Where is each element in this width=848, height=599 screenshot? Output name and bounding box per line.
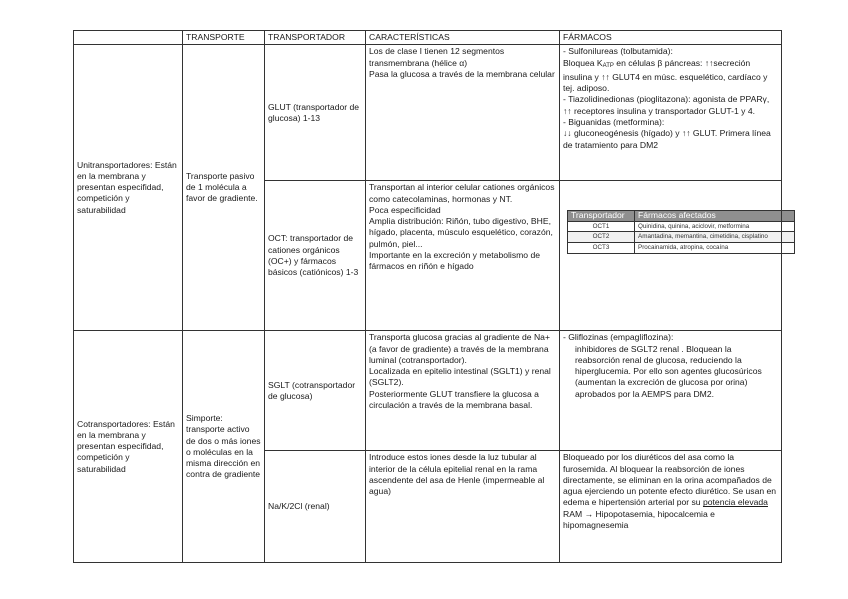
biguanidas-text: ↓↓ gluconeogénesis (hígado) y ↑↑ GLUT. Primera línea de tratamiento para DM2 (563, 128, 771, 150)
caracteristicas-nkcc: Introduce estos iones desde la luz tubular al interior de la célula epitelial renal en la rama ascendente del asa de Henle (impermeable al agua) (366, 451, 560, 563)
header-empty (74, 31, 183, 45)
category-unitransportadores: Unitransportadores: Están en la membrana y presentan especifidad, competición y saturabilidad (74, 45, 183, 331)
oct-table-cell: OCT3 (568, 243, 635, 254)
farmacos-sglt (560, 331, 782, 451)
farmacos-nkcc (560, 451, 782, 563)
oct-table-cell: Procainamida, atropina, cocaína (635, 243, 795, 254)
header-row (74, 31, 782, 45)
oct-table-cell: Amantadina, memantina, cimetidina, cisplatino (635, 232, 795, 243)
tiazolidinedionas-text: - Tiazolidinedionas (pioglitazona): agonista de PPARγ, ↑↑ receptores insulina y transportador GLUT-1 y 4. (563, 94, 770, 116)
biguanidas-title: - Biguanidas (metformina): (563, 117, 665, 128)
header-farmacos: FÁRMACOS (560, 31, 782, 45)
oct-table-cell: OCT1 (568, 221, 635, 232)
header-transporte: TRANSPORTE (183, 31, 265, 45)
oct-char-3: Amplia distribución: Riñón, tubo digestivo, BHE, hígado, placenta, músculo esquelético, corazón, pulmón, piel... (369, 216, 553, 249)
sulfonilureas-title: - Sulfonilureas (tolbutamida): (563, 46, 673, 57)
transporte-simporte: Simporte: transporte activo de dos o más iones o moléculas en la misma dirección en contra de gradiente (183, 331, 265, 563)
table-row (568, 243, 795, 254)
farmacos-oct (560, 181, 782, 331)
transportador-nkcc: Na/K/2Cl (renal) (265, 451, 366, 563)
caracteristicas-oct (366, 181, 560, 331)
sglt-char-1: Transporta glucosa gracias al gradiente de Na+ (a favor de gradiente) a través de la membrana luminal (cotransportador). (369, 332, 550, 365)
transportador-oct: OCT: transportador de cationes orgánicos (OC+) y fármacos básicos (catiónicos) 1-3 (265, 181, 366, 331)
table-row (568, 221, 795, 232)
oct-table-cell: Quinidina, quinina, aciclovir, metformina (635, 221, 795, 232)
oct-char-4: Importante en la excreción y metabolismo de fármacos en riñón e hígado (369, 250, 541, 272)
transportador-glut: GLUT (transportador de glucosa) 1-13 (265, 45, 366, 181)
glut-char-2: Pasa la glucosa a través de la membrana celular (369, 68, 555, 79)
table-row (568, 232, 795, 243)
pharmacology-table (73, 30, 782, 563)
sglt-char-3: Posteriormente GLUT transfiere la glucosa a circulación a través de la membrana basal. (369, 388, 539, 411)
oct-table-header-farmacos: Fármacos afectados (635, 211, 795, 222)
transportador-sglt: SGLT (cotransportador de glucosa) (265, 331, 366, 451)
row-sglt (74, 331, 782, 451)
category-cotransportadores: Cotransportadores: Están en la membrana y presentan especifidad, competición y saturabilidad (74, 331, 183, 563)
oct-char-1: Transportan al interior celular cationes orgánicos como catecolaminas, hormonas y NT. (369, 182, 555, 204)
ram-text: RAM → Hipopotasemia, hipocalcemia e hipomagnesemia (563, 508, 715, 531)
row-glut (74, 45, 782, 181)
farmacos-glut (560, 45, 782, 181)
caracteristicas-sglt (366, 331, 560, 451)
transporte-pasivo: Transporte pasivo de 1 molécula a favor de gradiente. (183, 45, 265, 331)
furosemida-text: Bloqueado por los diuréticos del asa como la furosemida. Al bloquear la reabsorción de iones directamente, se eliminan en la orina acompañados de agua ejerciendo un potente efecto diurético. Se usan en edema e hipertensión arterial por su potencia elevada (563, 452, 777, 508)
oct-drug-table (567, 210, 795, 253)
gliflozinas-title: - Gliflozinas (empagliflozina): (563, 332, 674, 343)
sglt-char-2: Localizada en epitelio intestinal (SGLT1) y renal (SGLT2). (369, 366, 551, 388)
caracteristicas-glut (366, 45, 560, 181)
header-transportador: TRANSPORTADOR (265, 31, 366, 45)
oct-char-2: Poca especificidad (369, 204, 441, 215)
gliflozinas-text: inhibidores de SGLT2 renal . Bloquean la reabsorción renal de glucosa, reduciendo la hiperglucemia. Por ello son agentes glucosúricos (aumentan la excreción de glucosa por orina) aprobados por la AEMPS para DM2. (575, 343, 762, 399)
glut-char-1: Los de clase I tienen 12 segmentos transmembrana (hélice α) (369, 46, 505, 68)
header-caracteristicas: CARACTERÍSTICAS (366, 31, 560, 45)
oct-table-cell: OCT2 (568, 232, 635, 243)
oct-table-header-transportador: Transportador (568, 211, 635, 222)
sulfonilureas-text: Bloquea KATP en células β páncreas: ↑↑secreción insulina y ↑↑ GLUT4 en músc. esquelético, cardíaco y tej. adiposo. (563, 57, 768, 94)
